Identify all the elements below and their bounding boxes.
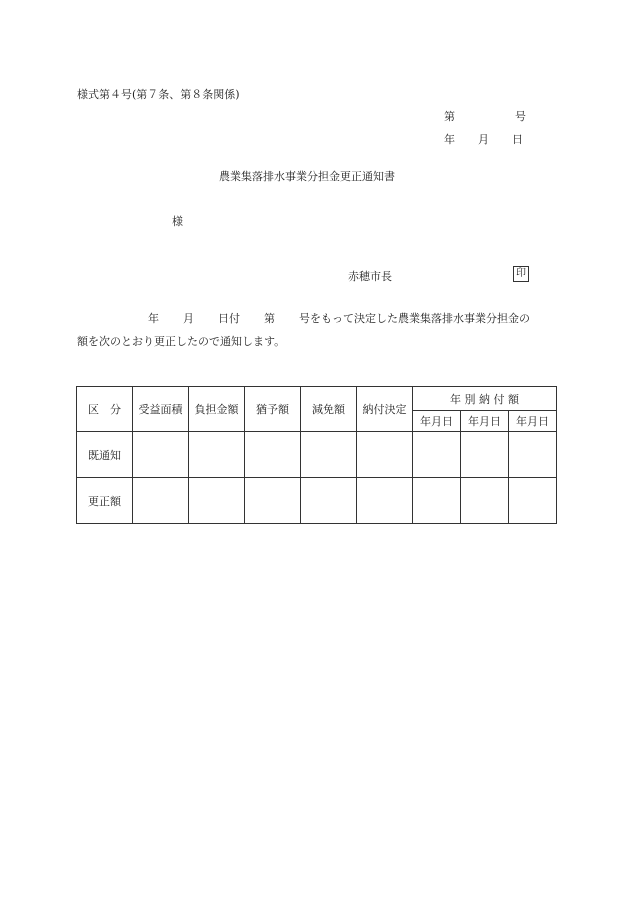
document-date-line: [444, 131, 523, 147]
cell: [357, 432, 413, 478]
cell: [413, 478, 461, 524]
correction-table: [76, 386, 557, 524]
body-month: 月: [183, 312, 194, 325]
issuer-name: 赤穂市長: [348, 270, 392, 283]
cell: [133, 432, 189, 478]
header-deferment: 猶予額: [245, 387, 301, 432]
cell: [301, 432, 357, 478]
cell: [509, 432, 557, 478]
document-title: 農業集落排水事業分担金更正通知書: [219, 170, 395, 183]
cell: [245, 432, 301, 478]
row-label-corrected: 更正額: [77, 478, 133, 524]
document-number-line: [444, 108, 526, 124]
form-number-label: 様式第４号(第７条、第８条関係): [77, 88, 240, 101]
body-year: 年: [148, 312, 159, 325]
header-section: 区 分: [77, 387, 133, 432]
cell: [357, 478, 413, 524]
body-line1-rest: 号をもって決定した農業集落排水事業分担金の: [299, 312, 530, 325]
table-row: [77, 432, 557, 478]
header-reduction: 減免額: [301, 387, 357, 432]
header-date-3: 年月日: [509, 411, 557, 432]
date-day: 日: [512, 133, 523, 146]
cell: [461, 432, 509, 478]
body-text-line-1: [148, 310, 530, 326]
header-date-2: 年月日: [461, 411, 509, 432]
date-month: 月: [478, 133, 489, 146]
cell: [189, 432, 245, 478]
cell: [301, 478, 357, 524]
addressee-honorific: 様: [172, 215, 183, 228]
header-payment-decision: 納付決定: [357, 387, 413, 432]
table-header-row: [77, 387, 557, 411]
header-annual-payment: 年 別 納 付 額: [413, 387, 557, 411]
body-no-prefix: 第: [264, 312, 275, 325]
table-row: [77, 478, 557, 524]
header-date-1: 年月日: [413, 411, 461, 432]
cell: [509, 478, 557, 524]
date-year: 年: [444, 133, 455, 146]
cell: [461, 478, 509, 524]
cell: [413, 432, 461, 478]
header-benefit-area: 受益面積: [133, 387, 189, 432]
cell: [133, 478, 189, 524]
body-text-line-2: 額を次のとおり更正したので通知します。: [77, 335, 286, 348]
header-charge-amount: 負担金額: [189, 387, 245, 432]
cell: [189, 478, 245, 524]
number-prefix: 第: [444, 110, 455, 123]
row-label-previous: 既通知: [77, 432, 133, 478]
number-suffix: 号: [515, 110, 526, 123]
body-day: 日付: [218, 312, 240, 325]
cell: [245, 478, 301, 524]
seal-mark: 印: [513, 266, 529, 282]
